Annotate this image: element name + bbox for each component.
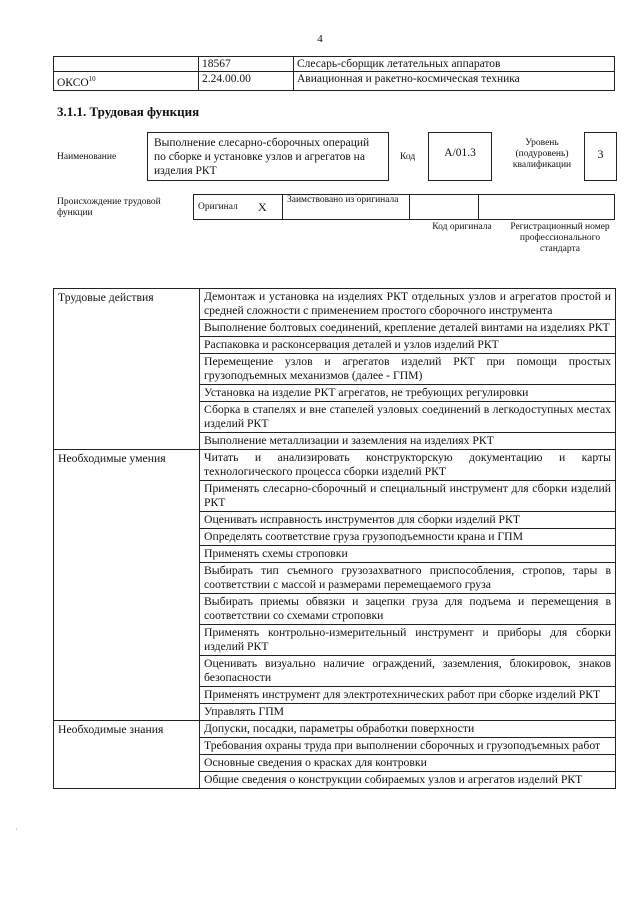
okso-row: [54, 57, 615, 72]
okso-table: [53, 56, 615, 91]
category-item: Установка на изделие РКТ агрегатов, не требующих регулировки: [200, 385, 616, 402]
okso-row: [54, 72, 615, 91]
level-label: Уровень (подуровень) квалификации: [512, 138, 572, 170]
category-item: Выбирать приемы обвязки и зацепки груза для подъема и перемещения в соответствии со схемами строповки: [200, 594, 616, 625]
function-name-box: Выполнение слесарно-сборочных операций по сборке и установке узлов и агрегатов на изделия РКТ: [147, 132, 389, 181]
category-item: Выполнение металлизации и заземления на изделиях РКТ: [200, 433, 616, 450]
category-item: Читать и анализировать конструкторскую документацию и карты технологического процесса сборки изделий РКТ: [200, 450, 616, 481]
category-item: Управлять ГПМ: [200, 704, 616, 721]
category-item: Перемещение узлов и агрегатов изделий РКТ при помощи простых грузоподъемных механизмов (далее - ГПМ): [200, 354, 616, 385]
level-box: 3: [584, 132, 617, 181]
table-row: [54, 721, 616, 738]
category-item: Применять слесарно-сборочный и специальный инструмент для сборки изделий РКТ: [200, 481, 616, 512]
origin-row: [194, 195, 615, 220]
reg-number-caption: Регистрационный номер профессионального стандарта: [510, 222, 610, 254]
category-item: Общие сведения о конструкции собираемых узлов и агрегатов изделий РКТ: [200, 772, 616, 789]
category-item: Определять соответствие груза грузоподъемности крана и ГПМ: [200, 529, 616, 546]
table-row: [54, 289, 616, 320]
code-original-caption: Код оригинала: [432, 222, 492, 232]
margin-mark: ˌ: [15, 820, 18, 830]
okso-label-cell: [54, 72, 199, 91]
category-item: Основные сведения о красках для контровки: [200, 755, 616, 772]
category-item: Выбирать тип съемного грузозахватного приспособления, стропов, тары в соответствии с массой и размерами перемещаемого груза: [200, 563, 616, 594]
code-label: Код: [400, 152, 416, 162]
function-details-table: [53, 288, 616, 789]
okso-code-cell: 2.24.00.00: [199, 72, 294, 91]
okso-name-cell: Слесарь-сборщик летательных аппаратов: [294, 57, 615, 72]
original-mark: X: [254, 195, 283, 220]
reg-number-cell: [479, 195, 615, 220]
okso-name-cell: Авиационная и ракетно-космическая техника: [294, 72, 615, 91]
category-item: Выполнение болтовых соединений, крепление деталей винтами на изделиях РКТ: [200, 320, 616, 337]
okso-label-text: ОКСО: [57, 76, 89, 89]
category-item: Применять инструмент для электротехнических работ при сборке изделий РКТ: [200, 687, 616, 704]
category-item: Применять схемы строповки: [200, 546, 616, 563]
okso-label-cell: [54, 57, 199, 72]
category-item: Демонтаж и установка на изделиях РКТ отдельных узлов и агрегатов простой и средней сложности с применением простого сборочного инструмента: [200, 289, 616, 320]
name-label: Наименование: [57, 152, 117, 162]
category-item: Применять контрольно-измерительный инструмент и приборы для сборки изделий РКТ: [200, 625, 616, 656]
section-heading: 3.1.1. Трудовая функция: [57, 104, 200, 119]
origin-table: [193, 194, 615, 220]
category-title: Трудовые действия: [54, 289, 200, 450]
footnote-mark: 10: [88, 75, 96, 83]
code-original-cell: [410, 195, 479, 220]
category-item: Распаковка и расконсервация деталей и узлов изделий РКТ: [200, 337, 616, 354]
category-item: Требования охраны труда при выполнении сборочных и грузоподъемных работ: [200, 738, 616, 755]
table-row: [54, 450, 616, 481]
category-item: Допуски, посадки, параметры обработки поверхности: [200, 721, 616, 738]
category-item: Оценивать визуально наличие ограждений, заземления, блокировок, знаков безопасности: [200, 656, 616, 687]
category-title: Необходимые умения: [54, 450, 200, 721]
page-number: 4: [317, 33, 323, 45]
category-title: Необходимые знания: [54, 721, 200, 789]
category-item: Оценивать исправность инструментов для сборки изделий РКТ: [200, 512, 616, 529]
function-details-body: [54, 289, 616, 789]
function-code-box: А/01.3: [428, 132, 492, 181]
category-item: Сборка в стапелях и вне стапелей узловых соединений в легкодоступных местах изделий РКТ: [200, 402, 616, 433]
okso-code-cell: 18567: [199, 57, 294, 72]
original-label: Оригинал: [194, 195, 255, 220]
borrowed-label: Заимствовано из оригинала: [283, 195, 410, 220]
origin-label: Происхождение трудовой функции: [57, 197, 161, 218]
